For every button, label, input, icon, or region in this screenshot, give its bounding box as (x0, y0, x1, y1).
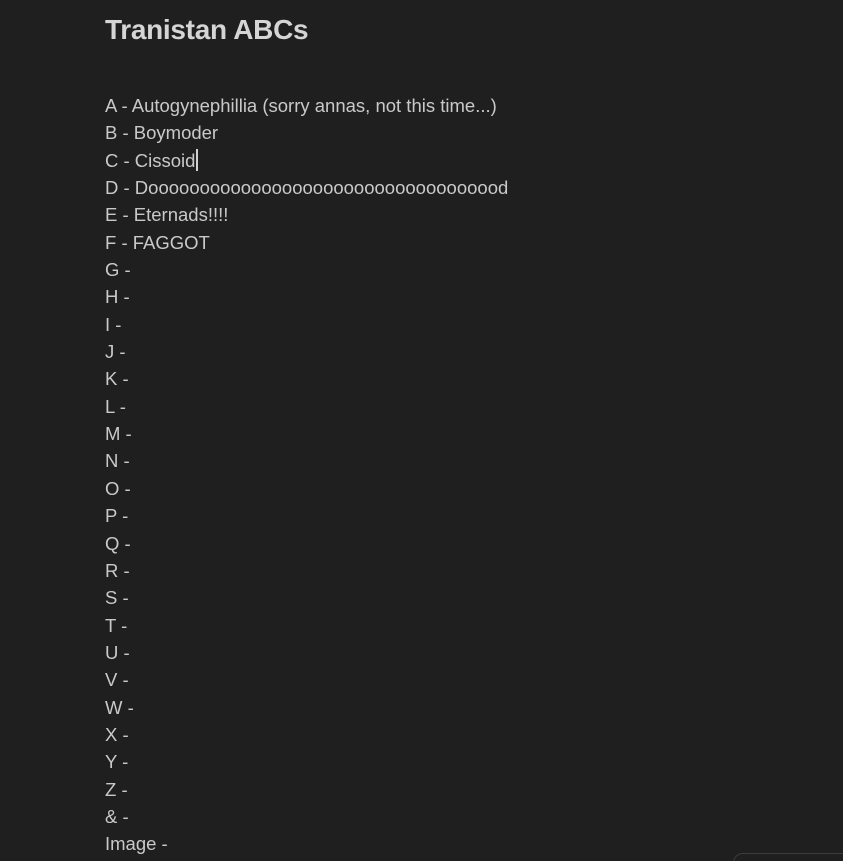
abc-line-text: R - (105, 559, 135, 581)
abc-line[interactable] (105, 803, 843, 830)
abc-line-text: K - (105, 368, 134, 390)
page-title[interactable]: Tranistan ABCs (105, 14, 309, 45)
abc-line[interactable] (105, 92, 843, 119)
abc-line-text: U - (105, 641, 135, 663)
abc-line-text: P - (105, 505, 134, 527)
abc-line[interactable] (105, 174, 843, 201)
abc-line[interactable] (105, 201, 843, 228)
abc-line[interactable] (105, 147, 843, 174)
abc-line[interactable] (105, 557, 843, 584)
abc-line[interactable] (105, 666, 843, 693)
abc-line[interactable] (105, 639, 843, 666)
abc-line[interactable] (105, 119, 843, 146)
abc-line[interactable] (105, 283, 843, 310)
text-caret (196, 149, 198, 171)
abc-line-text: H - (105, 286, 135, 308)
note-body[interactable] (105, 92, 843, 858)
abc-line[interactable] (105, 338, 843, 365)
abc-line-text: C - Cissoid (105, 149, 196, 171)
abc-line-text: M - (105, 423, 137, 445)
abc-line[interactable] (105, 584, 843, 611)
abc-line[interactable] (105, 530, 843, 557)
abc-line-text: D - Dooooooooooooooooooooooooooooooooood (105, 177, 509, 199)
abc-line-text: Q - (105, 532, 136, 554)
abc-line-text: N - (105, 450, 135, 472)
abc-line-text: O - (105, 477, 136, 499)
floating-corner-element[interactable] (733, 853, 843, 861)
abc-line[interactable] (105, 365, 843, 392)
abc-line-text: V - (105, 669, 134, 691)
abc-line[interactable] (105, 229, 843, 256)
abc-line[interactable] (105, 721, 843, 748)
abc-line[interactable] (105, 830, 843, 857)
abc-line-text: T - (105, 614, 133, 636)
abc-line-text: L - (105, 395, 132, 417)
abc-line-text: J - (105, 341, 131, 363)
abc-line-text: W - (105, 696, 139, 718)
abc-line-text: G - (105, 259, 136, 281)
abc-line[interactable] (105, 311, 843, 338)
abc-line[interactable] (105, 393, 843, 420)
abc-line-text: E - Eternads!!!! (105, 204, 229, 226)
abc-line[interactable] (105, 420, 843, 447)
abc-line-text: Z - (105, 778, 133, 800)
abc-line[interactable] (105, 776, 843, 803)
abc-line-text: F - FAGGOT (105, 231, 210, 253)
abc-line[interactable] (105, 612, 843, 639)
abc-line-text: & - (105, 805, 134, 827)
abc-line-text: B - Boymoder (105, 122, 219, 144)
abc-line-text: X - (105, 723, 134, 745)
abc-line[interactable] (105, 694, 843, 721)
abc-line-text: I - (105, 313, 127, 335)
abc-line-text: Image - (105, 833, 173, 855)
abc-line[interactable] (105, 748, 843, 775)
abc-line[interactable] (105, 475, 843, 502)
abc-line[interactable] (105, 502, 843, 529)
abc-line[interactable] (105, 447, 843, 474)
abc-line-text: Y - (105, 751, 134, 773)
abc-line-text: A - Autogynephillia (sorry annas, not this time...) (105, 95, 497, 116)
abc-line-text: S - (105, 587, 134, 609)
abc-line[interactable] (105, 256, 843, 283)
